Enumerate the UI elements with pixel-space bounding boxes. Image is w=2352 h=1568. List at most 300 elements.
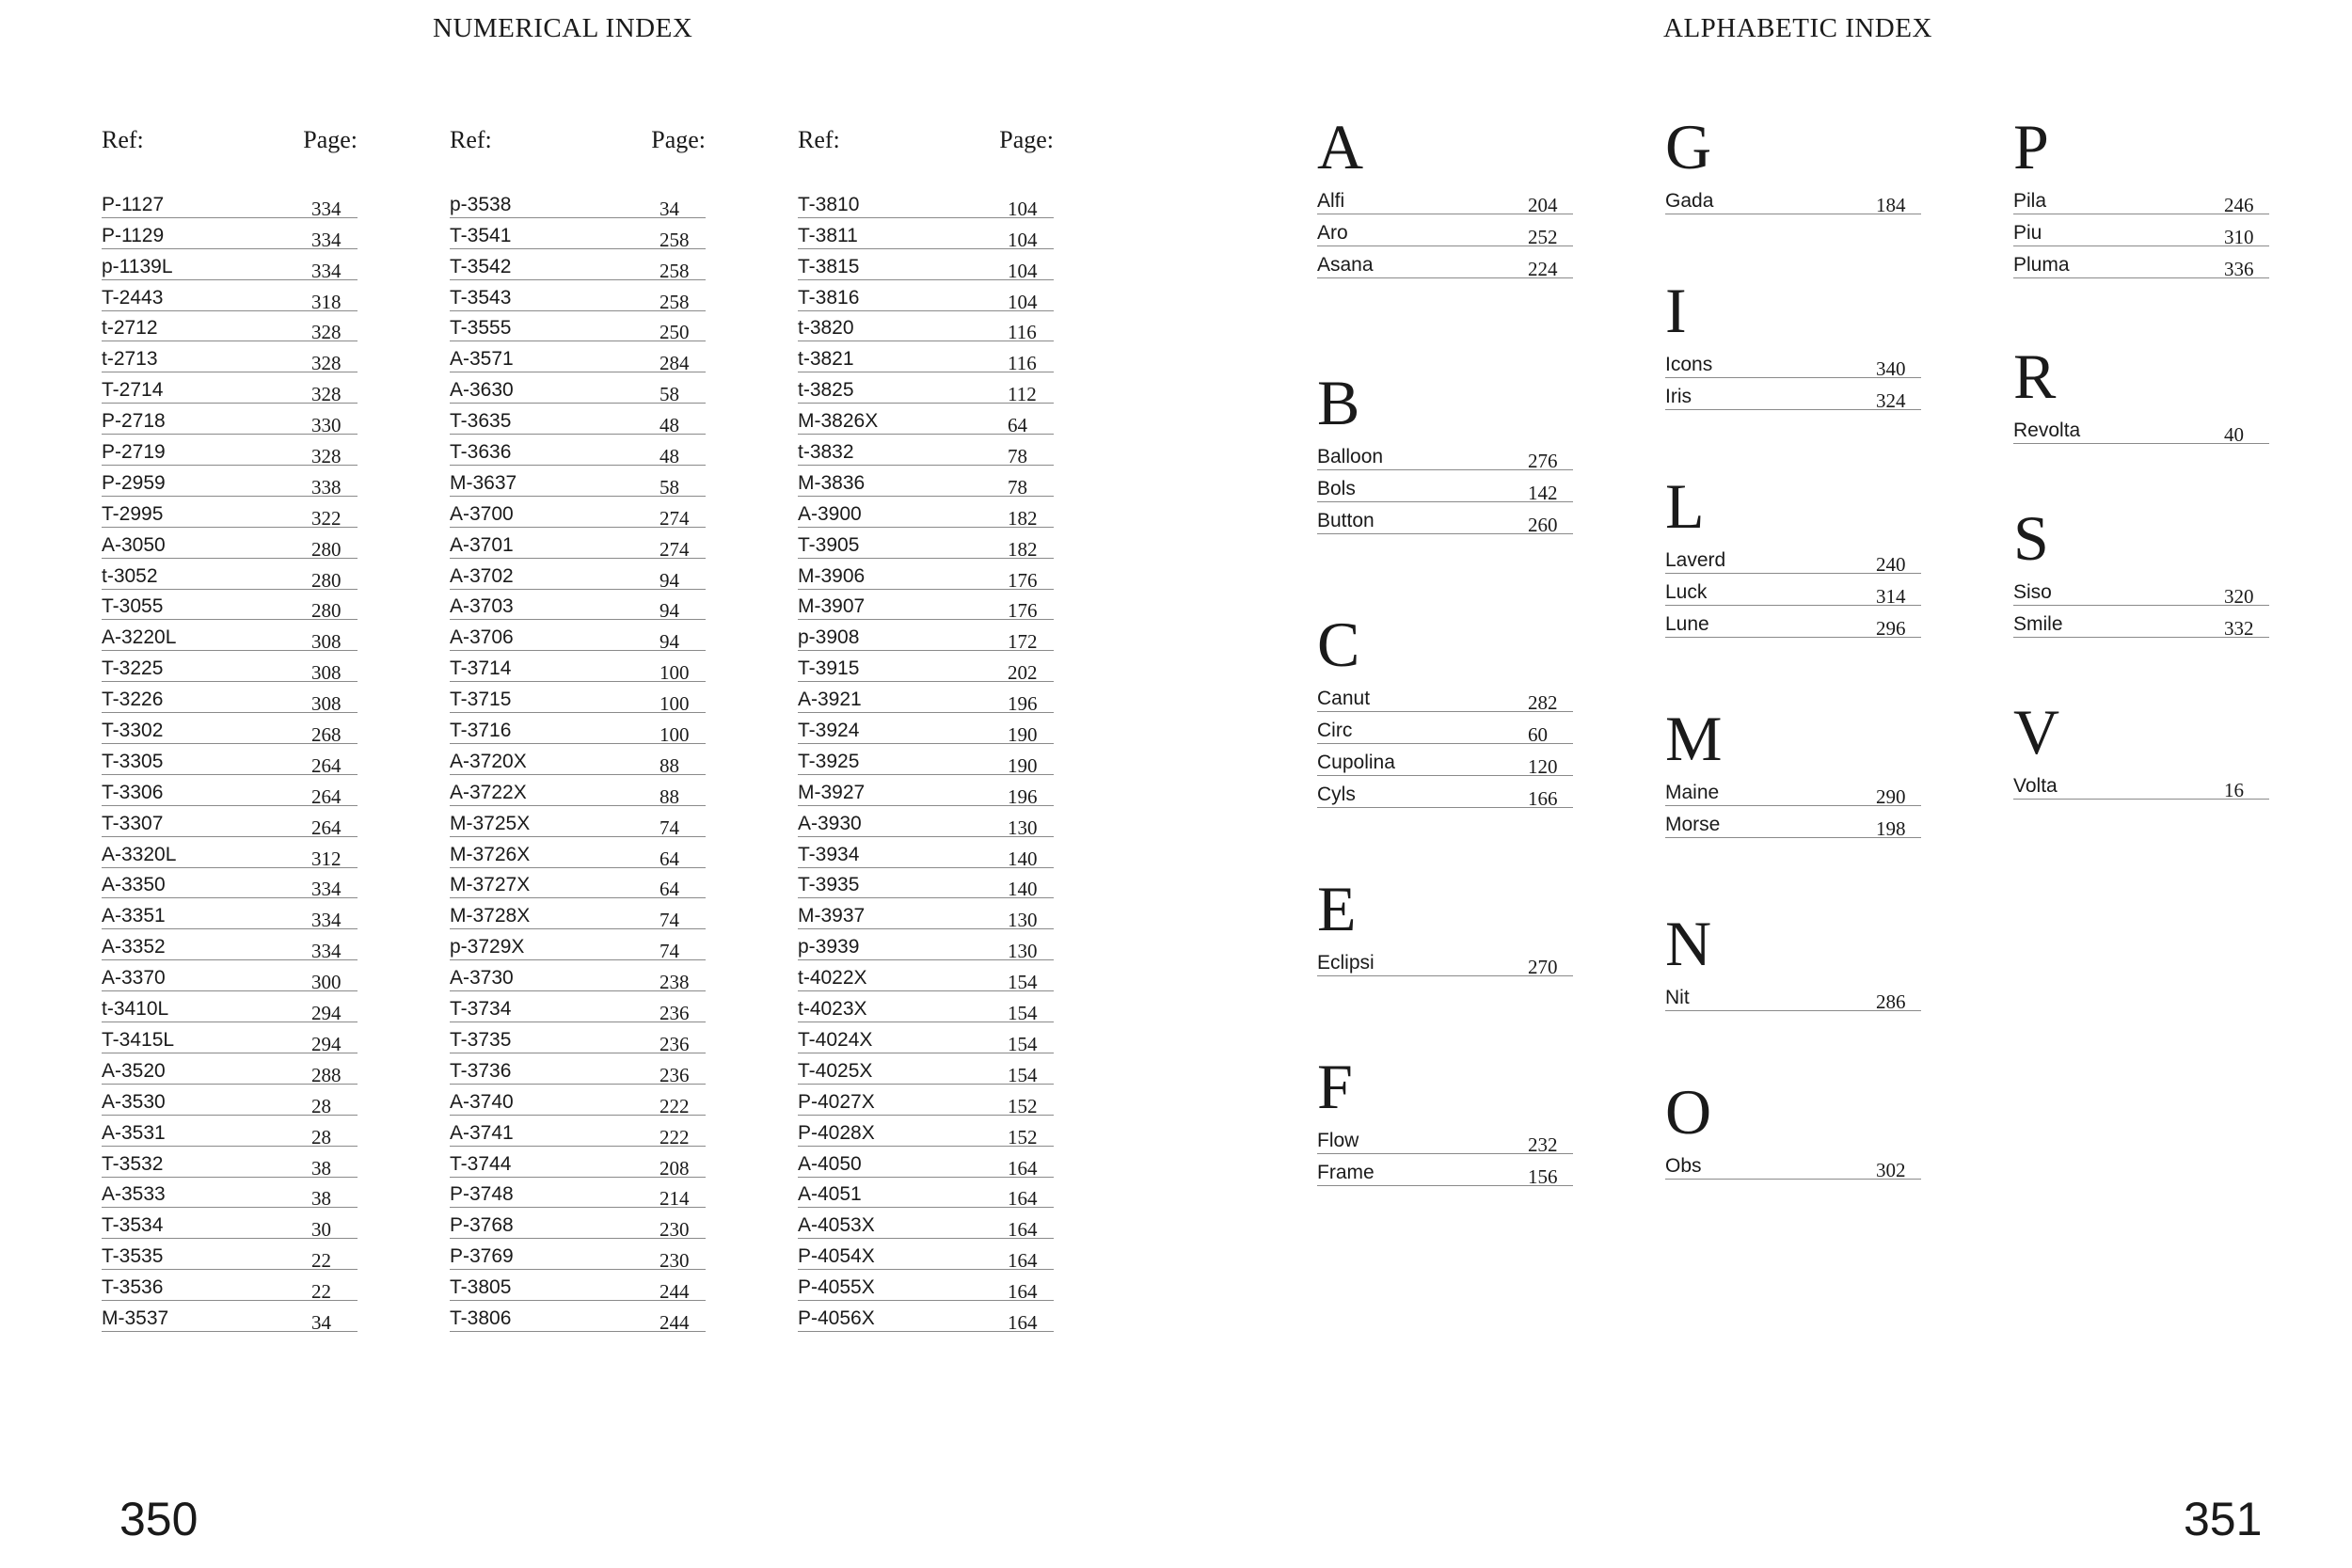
ref-header: Ref: <box>102 126 144 153</box>
ref-code: A-3722X <box>450 781 527 803</box>
page-header: Page: <box>303 126 358 153</box>
page-ref: 322 <box>311 506 342 530</box>
page-ref: 258 <box>660 228 690 251</box>
page-ref: 296 <box>1876 617 1906 640</box>
index-row <box>450 1178 706 1209</box>
page-ref: 274 <box>660 506 690 530</box>
group-letter: G <box>1665 111 1712 182</box>
page-ref: 190 <box>1008 723 1038 747</box>
page-ref: 34 <box>311 1310 331 1334</box>
index-row <box>1665 574 1921 606</box>
page-ref: 64 <box>660 847 679 870</box>
page-ref: 252 <box>1528 226 1558 248</box>
ref-code: M-3836 <box>798 471 866 494</box>
entry-name: Iris <box>1665 386 1692 407</box>
index-row <box>798 775 1054 806</box>
ref-code: t-3821 <box>798 348 854 371</box>
index-row <box>102 1116 358 1147</box>
page-ref: 312 <box>311 847 342 870</box>
page-ref: 324 <box>1876 389 1906 412</box>
entry-name: Gada <box>1665 190 1714 212</box>
page-ref: 258 <box>660 290 690 313</box>
ref-code: M-3725X <box>450 812 531 834</box>
entry-name: Laverd <box>1665 549 1726 571</box>
index-row <box>102 1022 358 1053</box>
index-row <box>798 187 1054 218</box>
ref-code: M-3906 <box>798 564 866 587</box>
letter-group <box>1317 1051 1573 1188</box>
index-row <box>102 218 358 249</box>
entry-name: Siso <box>2013 581 2052 603</box>
page-ref: 104 <box>1008 197 1038 220</box>
index-row <box>450 1085 706 1116</box>
index-row <box>450 775 706 806</box>
index-row <box>1317 776 1573 808</box>
index-row <box>450 960 706 994</box>
page-ref: 154 <box>1008 1002 1038 1025</box>
entry-name: Aro <box>1317 222 1348 244</box>
ref-code: A-3530 <box>102 1090 166 1113</box>
ref-code: A-3630 <box>450 379 514 402</box>
ref-code: T-3744 <box>450 1152 512 1175</box>
ref-code: A-3702 <box>450 564 514 587</box>
ref-code: A-3930 <box>798 812 862 834</box>
letter-group <box>2013 502 2269 640</box>
page-ref: 238 <box>660 971 690 994</box>
ref-code: T-3905 <box>798 533 860 556</box>
index-row <box>102 898 358 932</box>
page-ref: 230 <box>660 1218 690 1242</box>
page-ref: 330 <box>311 414 342 437</box>
ref-code: p-3908 <box>798 626 860 649</box>
index-row <box>450 620 706 654</box>
page-ref: 156 <box>1528 1165 1558 1188</box>
ref-code: t-3825 <box>798 379 854 402</box>
letter-group <box>1665 908 1921 1013</box>
page-ref: 280 <box>311 568 342 592</box>
ref-code: A-3352 <box>102 936 166 958</box>
index-row <box>102 713 358 747</box>
ref-code: t-3832 <box>798 441 854 464</box>
page-ref: 302 <box>1876 1159 1906 1181</box>
page-ref: 264 <box>311 784 342 808</box>
ref-code: A-3700 <box>450 502 514 525</box>
page-ref: 264 <box>311 753 342 777</box>
ref-code: A-3571 <box>450 348 514 371</box>
page-ref: 204 <box>1528 194 1558 216</box>
index-row <box>798 929 1054 963</box>
page-ref: 196 <box>1008 784 1038 808</box>
page-ref: 152 <box>1008 1094 1038 1117</box>
page-ref: 280 <box>311 537 342 561</box>
index-row <box>1317 438 1573 470</box>
index-row <box>102 559 358 590</box>
index-row <box>798 466 1054 497</box>
ref-code: T-3816 <box>798 286 860 309</box>
group-letter: L <box>1665 470 1705 542</box>
index-row <box>450 404 706 435</box>
page-ref: 48 <box>660 445 679 468</box>
ref-code: A-3520 <box>102 1059 166 1082</box>
ref-code: A-3720X <box>450 750 527 772</box>
index-row <box>798 651 1054 685</box>
ref-code: M-3826X <box>798 410 879 433</box>
ref-code: T-3716 <box>450 720 512 742</box>
group-letter: E <box>1317 873 1357 944</box>
page-ref: 214 <box>660 1187 690 1211</box>
ref-code: T-3811 <box>798 224 858 246</box>
entry-name: Luck <box>1665 581 1708 603</box>
index-row <box>102 775 358 806</box>
group-letter: F <box>1317 1051 1353 1122</box>
letter-group <box>1665 1076 1921 1181</box>
page-ref: 340 <box>1876 357 1906 380</box>
ref-code: A-3703 <box>450 595 514 618</box>
index-row <box>450 590 706 621</box>
index-row <box>1317 1122 1573 1154</box>
page-ref: 308 <box>311 630 342 654</box>
ref-header: Ref: <box>798 126 840 153</box>
entry-name: Canut <box>1317 688 1371 709</box>
page-ref: 154 <box>1008 971 1038 994</box>
ref-code: M-3727X <box>450 874 531 896</box>
ref-code: T-3815 <box>798 255 860 277</box>
ref-code: P-2959 <box>102 471 166 494</box>
index-row <box>450 372 706 404</box>
index-row <box>798 249 1054 280</box>
index-row <box>102 929 358 963</box>
letter-group <box>1317 873 1573 978</box>
page-ref: 94 <box>660 599 679 623</box>
group-letter: A <box>1317 111 1364 182</box>
ref-code: T-2714 <box>102 379 164 402</box>
index-row <box>1665 606 1921 638</box>
ref-code: t-4023X <box>798 998 867 1021</box>
page-ref: 336 <box>2224 258 2254 280</box>
ref-code: t-3410L <box>102 998 169 1021</box>
index-row <box>798 744 1054 775</box>
index-row <box>798 1053 1054 1085</box>
page-ref: 334 <box>311 940 342 963</box>
letter-group <box>2013 111 2269 280</box>
index-row <box>450 1147 706 1178</box>
index-row <box>450 898 706 932</box>
index-row <box>1665 542 1921 574</box>
ref-code: A-3531 <box>102 1121 166 1144</box>
ref-code: A-3900 <box>798 502 862 525</box>
group-letter: B <box>1317 367 1360 438</box>
alphabetic-column <box>1665 111 1921 1181</box>
index-row <box>102 806 358 837</box>
index-row <box>450 837 706 868</box>
index-row <box>102 960 358 994</box>
page-ref: 140 <box>1008 878 1038 901</box>
index-row <box>1665 378 1921 410</box>
ref-code: T-3736 <box>450 1059 512 1082</box>
index-row <box>102 1208 358 1242</box>
page-ref: 182 <box>1008 506 1038 530</box>
page-ref: 196 <box>1008 692 1038 716</box>
index-row <box>798 713 1054 747</box>
index-row <box>450 280 706 311</box>
ref-code: t-2712 <box>102 317 158 340</box>
index-row <box>450 1239 706 1273</box>
page-ref: 58 <box>660 475 679 499</box>
entry-name: Maine <box>1665 782 1720 803</box>
page-ref: 244 <box>660 1310 690 1334</box>
index-row <box>1317 502 1573 534</box>
index-row <box>450 528 706 559</box>
page-ref: 176 <box>1008 568 1038 592</box>
ref-code: T-3302 <box>102 720 164 742</box>
page-ref: 246 <box>2224 194 2254 216</box>
index-row <box>102 991 358 1025</box>
letter-group <box>1317 111 1573 280</box>
index-row <box>450 1270 706 1304</box>
index-row <box>102 528 358 559</box>
index-row <box>450 187 706 218</box>
ref-code: T-3305 <box>102 750 164 772</box>
ref-code: P-2718 <box>102 410 166 433</box>
page-ref: 164 <box>1008 1156 1038 1180</box>
group-letter: C <box>1317 609 1360 680</box>
ref-code: T-3734 <box>450 998 512 1021</box>
index-row <box>1317 246 1573 278</box>
page-ref: 184 <box>1876 194 1906 216</box>
ref-code: P-3768 <box>450 1214 514 1237</box>
index-row <box>1665 346 1921 378</box>
ref-code: M-3637 <box>450 471 517 494</box>
page-ref: 334 <box>311 259 342 282</box>
index-row <box>450 341 706 375</box>
ref-code: t-2713 <box>102 348 158 371</box>
page-ref: 78 <box>1008 475 1027 499</box>
index-row <box>1317 944 1573 976</box>
index-row <box>798 1022 1054 1053</box>
page-ref: 100 <box>660 723 690 747</box>
ref-code: T-3635 <box>450 410 512 433</box>
index-row <box>102 868 358 899</box>
letter-group <box>1317 609 1573 810</box>
page-ref: 328 <box>311 445 342 468</box>
page-ref: 28 <box>311 1125 331 1148</box>
ref-code: T-3714 <box>450 657 512 680</box>
group-letter: R <box>2013 341 2057 412</box>
ref-code: p-3538 <box>450 193 512 215</box>
index-row <box>450 929 706 963</box>
index-row <box>1317 214 1573 246</box>
ref-code: T-3535 <box>102 1245 164 1268</box>
page-ref: 282 <box>1528 691 1558 714</box>
ref-code: A-3730 <box>450 967 514 990</box>
index-row <box>450 218 706 249</box>
index-row <box>450 806 706 837</box>
page-ref: 152 <box>1008 1125 1038 1148</box>
index-row <box>102 341 358 375</box>
entry-name: Bols <box>1317 478 1356 499</box>
index-row <box>1665 806 1921 838</box>
page-ref: 142 <box>1528 482 1558 504</box>
page-ref: 164 <box>1008 1280 1038 1304</box>
numerical-column <box>450 126 706 1332</box>
page-ref: 240 <box>1876 553 1906 576</box>
ref-header: Ref: <box>450 126 492 153</box>
index-row <box>450 682 706 716</box>
index-row <box>798 528 1054 559</box>
index-row <box>2013 214 2269 246</box>
ref-code: p-3939 <box>798 936 860 958</box>
ref-code: A-4053X <box>798 1214 875 1237</box>
ref-code: T-2443 <box>102 286 164 309</box>
page-ref: 130 <box>1008 940 1038 963</box>
index-row <box>450 435 706 466</box>
page-ref: 88 <box>660 784 679 808</box>
index-row <box>450 466 706 497</box>
index-row <box>2013 246 2269 278</box>
page-ref: 28 <box>311 1094 331 1117</box>
ref-code: T-3225 <box>102 657 164 680</box>
page-ref: 236 <box>660 1002 690 1025</box>
index-row <box>102 590 358 621</box>
numerical-column <box>798 126 1054 1332</box>
ref-code: M-3907 <box>798 595 866 618</box>
page-ref: 88 <box>660 753 679 777</box>
page-ref: 334 <box>311 228 342 251</box>
index-row <box>1665 1148 1921 1180</box>
ref-code: T-3934 <box>798 843 860 865</box>
index-row <box>450 1022 706 1053</box>
entry-name: Nit <box>1665 987 1690 1008</box>
index-row <box>798 1178 1054 1209</box>
ref-code: M-3927 <box>798 781 866 803</box>
index-row <box>102 651 358 685</box>
ref-code: t-4022X <box>798 967 867 990</box>
index-row <box>102 1178 358 1209</box>
index-row <box>450 1301 706 1332</box>
ref-code: P-3748 <box>450 1183 514 1206</box>
entry-name: Pluma <box>2013 254 2070 276</box>
letter-group <box>1665 111 1921 216</box>
page-ref: 236 <box>660 1032 690 1055</box>
ref-code: T-3541 <box>450 224 512 246</box>
index-row <box>2013 768 2269 800</box>
page-ref: 60 <box>1528 723 1548 746</box>
index-row <box>102 466 358 497</box>
page-ref: 270 <box>1528 956 1558 978</box>
index-row <box>2013 574 2269 606</box>
page-ref: 338 <box>311 475 342 499</box>
index-row <box>2013 182 2269 214</box>
ref-code: p-1139L <box>102 255 173 277</box>
page-ref: 332 <box>2224 617 2254 640</box>
page-ref: 208 <box>660 1156 690 1180</box>
index-row <box>450 651 706 685</box>
ref-code: A-4050 <box>798 1152 862 1175</box>
entry-name: Obs <box>1665 1155 1702 1177</box>
entry-name: Frame <box>1317 1162 1375 1183</box>
index-row <box>102 1147 358 1178</box>
page-ref: 22 <box>311 1280 331 1304</box>
entry-name: Cyls <box>1317 784 1356 805</box>
page-ref: 100 <box>660 692 690 716</box>
index-row <box>798 435 1054 466</box>
index-row <box>102 1239 358 1273</box>
ref-code: P-4056X <box>798 1307 875 1329</box>
ref-code: T-3536 <box>102 1276 164 1299</box>
ref-code: P-1129 <box>102 224 165 246</box>
ref-code: T-3307 <box>102 812 164 834</box>
page-ref: 74 <box>660 816 679 839</box>
page-ref: 280 <box>311 599 342 623</box>
entry-name: Revolta <box>2013 420 2081 441</box>
ref-code: T-3636 <box>450 441 512 464</box>
letter-group <box>1665 703 1921 840</box>
index-row <box>798 372 1054 404</box>
ref-code: T-3055 <box>102 595 164 618</box>
entry-name: Flow <box>1317 1130 1359 1151</box>
page-ref: 120 <box>1528 755 1558 778</box>
index-row <box>102 682 358 716</box>
column-header <box>450 126 706 164</box>
ref-code: A-3741 <box>450 1121 514 1144</box>
index-row <box>102 1301 358 1332</box>
page-ref: 94 <box>660 630 679 654</box>
index-row <box>102 311 358 342</box>
ref-code: T-3543 <box>450 286 512 309</box>
ref-code: P-1127 <box>102 193 165 215</box>
index-row <box>450 311 706 342</box>
group-letter: M <box>1665 703 1723 774</box>
ref-code: A-3050 <box>102 533 166 556</box>
index-row <box>1317 182 1573 214</box>
ref-code: T-3735 <box>450 1028 512 1051</box>
index-row <box>798 311 1054 342</box>
index-row <box>1665 774 1921 806</box>
page-ref: 286 <box>1876 990 1906 1013</box>
letter-group <box>1665 470 1921 640</box>
page-ref: 224 <box>1528 258 1558 280</box>
entry-name: Volta <box>2013 775 2058 797</box>
letter-group <box>1317 367 1573 536</box>
ref-code: T-3810 <box>798 193 860 215</box>
page-ref: 172 <box>1008 630 1038 654</box>
page-ref: 116 <box>1008 352 1037 375</box>
page-ref: 38 <box>311 1156 331 1180</box>
page-ref: 140 <box>1008 847 1038 870</box>
index-row <box>102 1085 358 1116</box>
page-ref: 334 <box>311 878 342 901</box>
index-row <box>798 991 1054 1025</box>
ref-code: T-3226 <box>102 689 164 711</box>
ref-code: P-2719 <box>102 441 166 464</box>
ref-code: T-3915 <box>798 657 860 680</box>
alphabetic-column <box>2013 111 2269 801</box>
page-ref: 116 <box>1008 321 1037 344</box>
index-row <box>450 1208 706 1242</box>
index-row <box>798 806 1054 837</box>
page-ref: 250 <box>660 321 690 344</box>
index-row <box>102 249 358 280</box>
page-ref: 182 <box>1008 537 1038 561</box>
page-ref: 130 <box>1008 816 1038 839</box>
page-number-left: 350 <box>119 1493 199 1545</box>
entry-name: Balloon <box>1317 446 1384 467</box>
index-row <box>1317 712 1573 744</box>
index-row <box>102 404 358 435</box>
page-ref: 290 <box>1876 785 1906 808</box>
entry-name: Morse <box>1665 814 1721 835</box>
page-ref: 58 <box>660 383 679 406</box>
